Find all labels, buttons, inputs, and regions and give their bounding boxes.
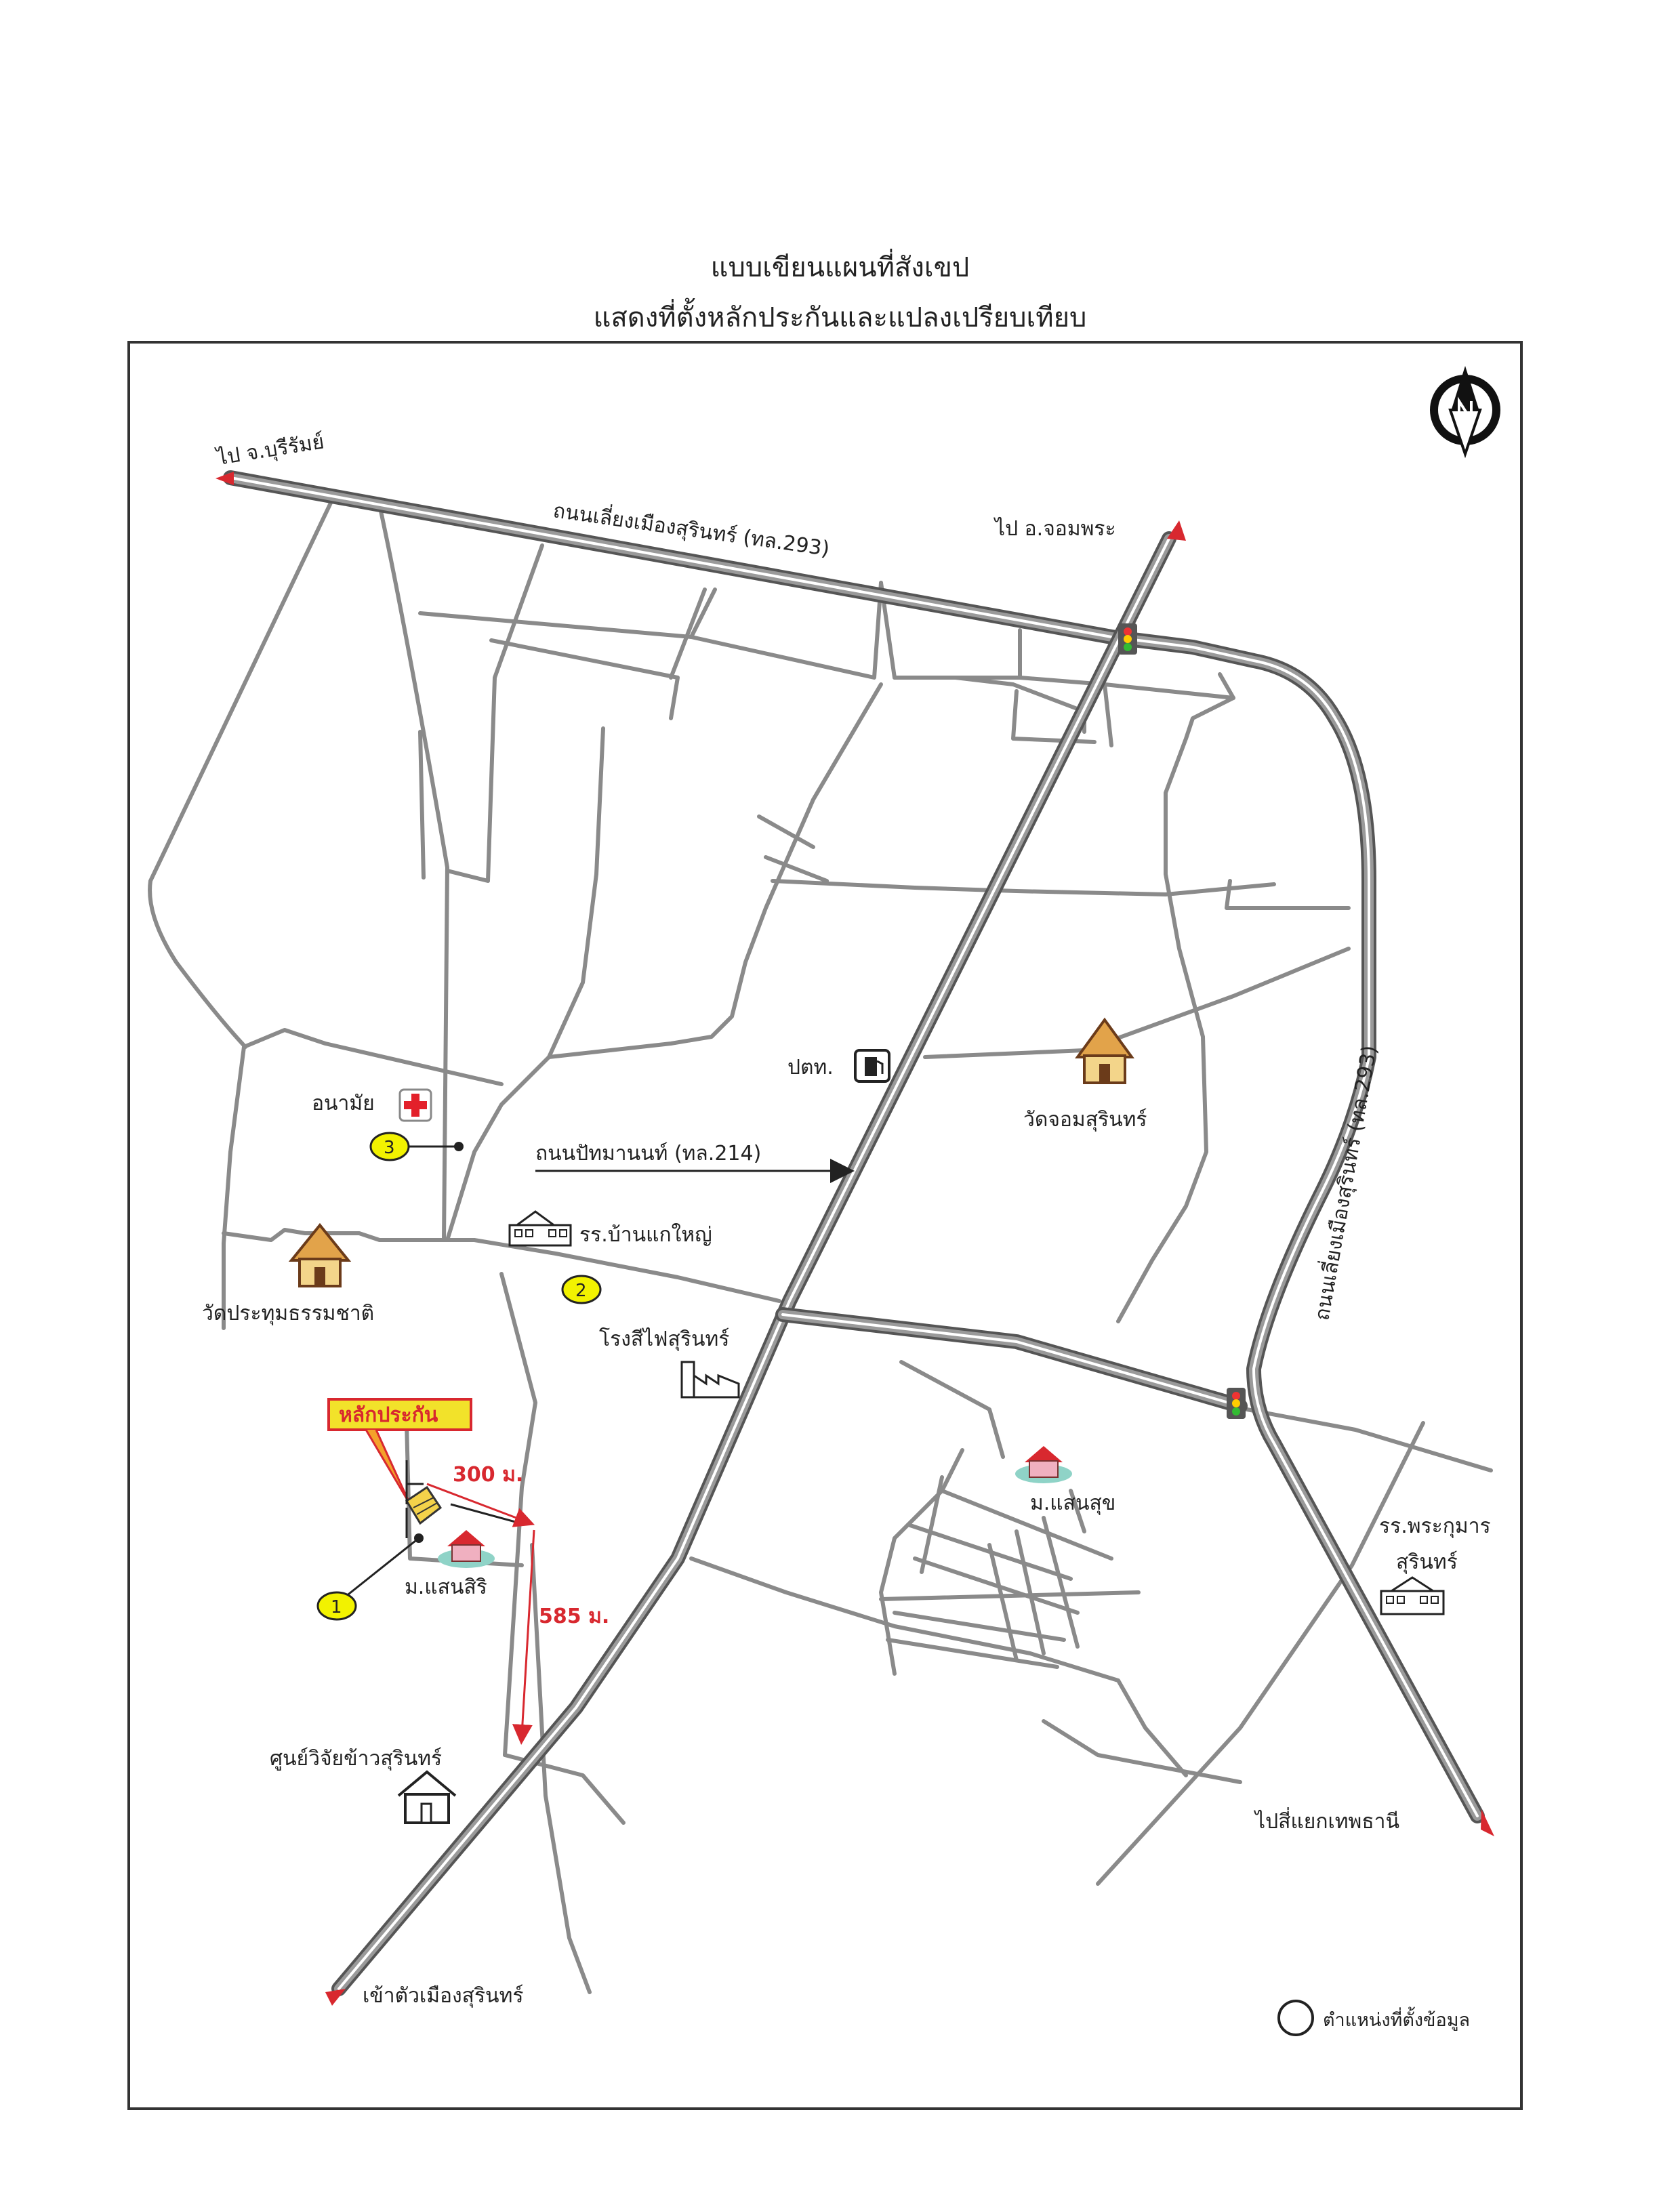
label-to-thepsathani: ไปสี่แยกเทพธานี [1255, 1810, 1399, 1834]
label-moo-saen-siri: ม.แสนสิริ [405, 1575, 487, 1599]
marker-2 [562, 1276, 600, 1303]
label-585m: 585 ม. [539, 1605, 610, 1628]
arrow-to-chomphra-icon [1167, 520, 1186, 541]
label-wat-prathum: วัดประทุมธรรมชาติ [202, 1302, 375, 1325]
marker-3-number: 3 [384, 1138, 395, 1158]
arrow-to-thepsathani-icon [1481, 1809, 1494, 1836]
traffic-light-right-icon [1227, 1388, 1246, 1419]
label-anamai: อนามัย [312, 1092, 375, 1115]
label-300m: 300 ม. [453, 1463, 524, 1487]
map-title-line-1: แบบเขียนแผนที่สังเขป [710, 252, 970, 283]
temple-wat-chom-icon [1078, 1020, 1132, 1083]
traffic-light-top-icon [1118, 623, 1137, 655]
marker-1-number: 1 [331, 1597, 342, 1617]
label-ptt: ปตท. [787, 1056, 834, 1079]
village-saen-suk-icon [1015, 1446, 1072, 1483]
fuel-pump-icon [855, 1050, 889, 1081]
collateral-pointer [366, 1430, 410, 1504]
label-ring-road-right: ถนนเลี่ยงเมืองสุรินทร์ (ทล.293) [1310, 1044, 1382, 1323]
collateral-plot [407, 1487, 441, 1523]
label-to-city: เข้าตัวเมืองสุรินทร์ [363, 1984, 524, 2008]
compass-north-icon [1434, 366, 1496, 454]
marker-2-number: 2 [575, 1281, 587, 1301]
dimension-585-line [522, 1530, 534, 1735]
label-collateral: หลักประกัน [339, 1403, 438, 1427]
dimension-300-line [427, 1484, 525, 1521]
label-school-phra-kumarn-line2: สุรินทร์ [1396, 1550, 1458, 1574]
collateral-label-box [329, 1399, 471, 1430]
house-icon [398, 1772, 455, 1823]
label-school-baan-kae: รร.บ้านแกใหญ่ [579, 1223, 712, 1247]
label-ring-road-top: ถนนเลี่ยงเมืองสุรินทร์ (ทล.293) [551, 499, 832, 562]
factory-icon [682, 1362, 739, 1397]
school-baan-kae-icon [510, 1212, 571, 1245]
map-title-line-2: แสดงที่ตั้งหลักประกันและแปลงเปรียบเทียบ [593, 302, 1087, 333]
label-patthamanan-road: ถนนปัทมานนท์ (ทล.214) [535, 1142, 762, 1165]
label-to-chomphra: ไป อ.จอมพระ [995, 517, 1116, 541]
label-to-buriram: ไป จ.บุรีรัมย์ [215, 430, 326, 470]
label-rice-center: ศูนย์วิจัยข้าวสุรินทร์ [270, 1747, 443, 1771]
legend-label: ตำแหน่งที่ตั้งข้อมูล [1323, 2010, 1471, 2031]
label-electric-plant: โรงสีไฟสุรินทร์ [599, 1327, 730, 1351]
label-moo-saen-suk: ม.แสนสุข [1030, 1491, 1116, 1515]
village-saen-siri-icon [438, 1530, 495, 1568]
hospital-cross-icon [400, 1090, 431, 1121]
school-phra-kumarn-icon [1381, 1577, 1443, 1614]
arrow-to-city-icon [325, 1989, 346, 2006]
marker-3 [371, 1133, 464, 1160]
label-school-phra-kumarn-line1: รร.พระกุมาร [1379, 1514, 1491, 1538]
legend-circle-icon [1279, 2001, 1313, 2035]
legend [1279, 2001, 1470, 2035]
label-wat-chom: วัดจอมสุรินทร์ [1023, 1108, 1147, 1132]
